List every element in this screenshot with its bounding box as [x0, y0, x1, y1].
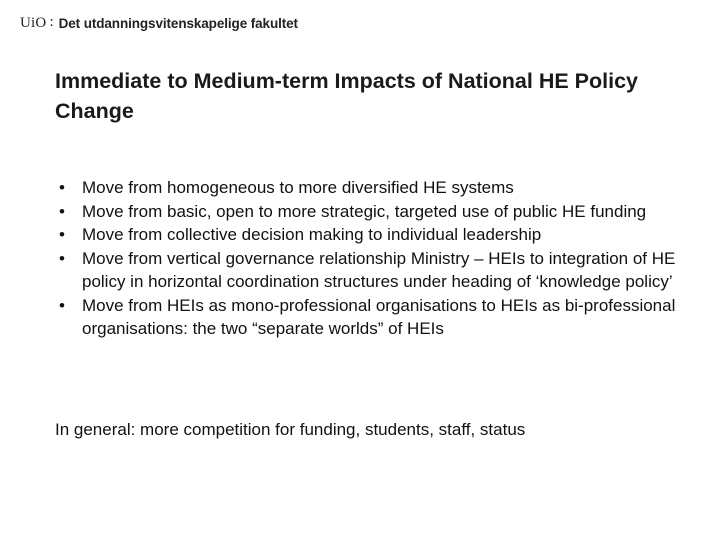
bullet-item [55, 200, 695, 224]
bullet-point-icon: • [59, 248, 65, 268]
bullet-point-icon: • [59, 225, 65, 244]
bullet-text: Move from collective decision making to individual leadership [82, 225, 542, 244]
bullet-point-icon: • [59, 201, 65, 221]
uio-logo: UiO [20, 14, 47, 31]
bullet-item [55, 247, 695, 294]
slide-title: Immediate to Medium-term Impacts of National HE Policy Change [55, 69, 638, 123]
faculty-name: Det utdanningsvitenskapelige fakultet [58, 15, 298, 31]
bullet-text: Move from homogeneous to more diversified HE systems [82, 178, 514, 197]
bullet-point-icon: • [59, 295, 65, 315]
uio-logo-separator: : [49, 13, 54, 30]
bullet-text: Move from vertical governance relationship Ministry – HEIs to integration of HE policy in horizontal coordination structures under heading of ‘knowledge policy’ [82, 248, 676, 291]
bullet-item [55, 176, 695, 200]
bullet-item [55, 294, 695, 341]
bullet-text: Move from HEIs as mono-professional organisations to HEIs as bi-professional organisations: the two “separate worlds” of HEIs [82, 295, 676, 338]
bullet-item [55, 223, 695, 247]
bullet-text: Move from basic, open to more strategic, targeted use of public HE funding [82, 201, 647, 221]
bullet-point-icon: • [59, 178, 65, 197]
slide-header [20, 13, 298, 33]
summary-text: In general: more competition for funding, students, staff, status [55, 420, 526, 439]
bullet-list [55, 176, 695, 341]
